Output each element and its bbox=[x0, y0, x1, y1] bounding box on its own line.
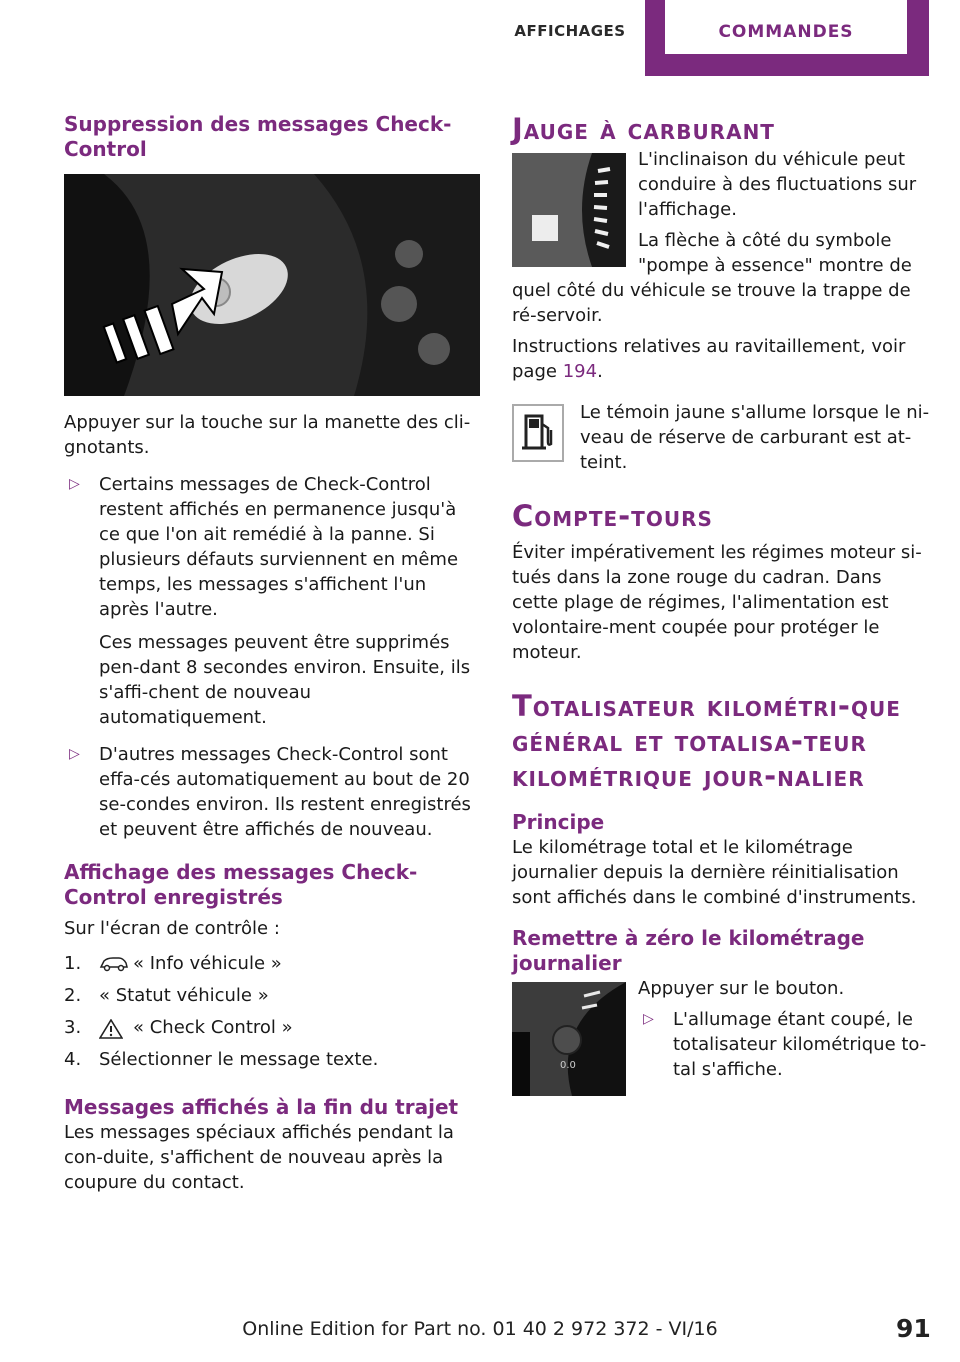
step-number: 2. bbox=[64, 985, 82, 1006]
step-number: 4. bbox=[64, 1049, 82, 1070]
instructions-text: Instructions relatives au ravitaillement, voir page bbox=[512, 336, 906, 382]
step-text: « Statut véhicule » bbox=[99, 985, 269, 1006]
step-item bbox=[64, 983, 480, 1008]
bullet-text: Ces messages peuvent être supprimés pen-dant 8 secondes environ. Ensuite, ils s'affi-chent de nouveau automatiquement. bbox=[99, 632, 471, 728]
bullet-text: D'autres messages Check-Control sont effa-cés automatiquement au bout de 20 se-condes environ. Ils restent enregistrés et peuvent être affichés de nouveau. bbox=[99, 744, 471, 840]
footer-edition: Online Edition for Part no. 01 40 2 972 372 - VI/16 bbox=[242, 1318, 718, 1340]
list-item bbox=[64, 742, 480, 842]
heading-principe: Principe bbox=[512, 810, 605, 834]
bullet-text: L'allumage étant coupé, le totalisateur kilométrique to-tal s'affiche. bbox=[673, 1009, 927, 1080]
text-fleche: La flèche à côté du symbole "pompe à essence" montre de quel côté du véhicule se trouve la trappe de ré-servoir. bbox=[512, 230, 912, 326]
text-appuyer-touche: Appuyer sur la touche sur la manette des cli-gnotants. bbox=[64, 412, 471, 458]
tab-commandes-label: COMMANDES bbox=[665, 0, 907, 54]
text-appuyer-bouton: Appuyer sur le bouton. bbox=[638, 978, 845, 999]
heading-suppression: Suppression des messages Check-Control bbox=[64, 112, 452, 161]
step-number: 3. bbox=[64, 1017, 82, 1038]
heading-fin-trajet: Messages affichés à la fin du trajet bbox=[64, 1095, 459, 1119]
triangle-bullet-icon: ▷ bbox=[69, 746, 80, 762]
warning-triangle-icon bbox=[99, 1019, 125, 1037]
odometer-reading: 0.0 bbox=[560, 1060, 576, 1071]
step-text: Sélectionner le message texte. bbox=[99, 1049, 379, 1070]
steps-list bbox=[64, 951, 480, 1072]
left-column bbox=[64, 112, 480, 1195]
right-column bbox=[512, 112, 932, 1100]
period: . bbox=[597, 361, 603, 382]
step-item bbox=[64, 951, 480, 976]
heading-compte-tours: Compte-tours bbox=[512, 499, 713, 533]
car-icon bbox=[99, 955, 125, 973]
text-compte-tours: Éviter impérativement les régimes moteur si-tués dans la zone rouge du cadran. Dans cette plage de régimes, l'alimentation est volontaire-ment coupée pour protéger le moteur. bbox=[512, 542, 922, 663]
bullet-text: Certains messages de Check-Control restent affichés en permanence jusqu'à ce que l'on ait remédié à la panne. Si plusieurs défauts surviennent en même temps, les messages s'affichent l'un après l'autre. bbox=[99, 474, 459, 620]
triangle-bullet-icon: ▷ bbox=[643, 1011, 654, 1027]
heading-totalisateur: Totalisateur kilométri-que général et totalisa-teur kilométrique jour-nalier bbox=[512, 689, 901, 793]
list-item bbox=[638, 1007, 932, 1082]
page-link-194[interactable]: 194 bbox=[562, 361, 598, 382]
tab-commandes[interactable] bbox=[645, 0, 929, 76]
heading-jauge: Jauge à carburant bbox=[512, 112, 775, 146]
heading-affichage: Affichage des messages Check-Control enregistrés bbox=[64, 860, 418, 909]
turn-signal-stalk-photo bbox=[64, 174, 480, 396]
text-instructions bbox=[512, 334, 932, 384]
fuel-gauge-image bbox=[512, 153, 626, 267]
text-temoin: Le témoin jaune s'allume lorsque le ni-veau de réserve de carburant est at-teint. bbox=[580, 402, 930, 473]
text-principe: Le kilométrage total et le kilométrage journalier depuis la dernière réinitialisation sont affichés dans le combiné d'instruments. bbox=[512, 837, 917, 908]
tab-affichages[interactable]: AFFICHAGES bbox=[514, 22, 626, 40]
list-item bbox=[64, 472, 480, 730]
step-text: « Check Control » bbox=[133, 1017, 293, 1038]
step-text: « Info véhicule » bbox=[133, 953, 282, 974]
heading-remettre-zero: Remettre à zéro le kilométrage journalier bbox=[512, 926, 865, 975]
text-ecran-controle: Sur l'écran de contrôle : bbox=[64, 918, 280, 939]
text-fin-trajet: Les messages spéciaux affichés pendant la con-duite, s'affichent de nouveau après la coupure du contact. bbox=[64, 1122, 454, 1193]
step-item bbox=[64, 1047, 480, 1072]
step-item bbox=[64, 1015, 480, 1040]
page-number: 91 bbox=[896, 1314, 931, 1343]
odometer-button-image bbox=[512, 982, 626, 1096]
check-control-bullets bbox=[64, 472, 480, 842]
step-number: 1. bbox=[64, 953, 82, 974]
fuel-pump-icon bbox=[512, 404, 564, 462]
text-inclinaison: L'inclinaison du véhicule peut conduire à des fluctuations sur l'affichage. bbox=[638, 149, 917, 220]
triangle-bullet-icon: ▷ bbox=[69, 476, 80, 492]
